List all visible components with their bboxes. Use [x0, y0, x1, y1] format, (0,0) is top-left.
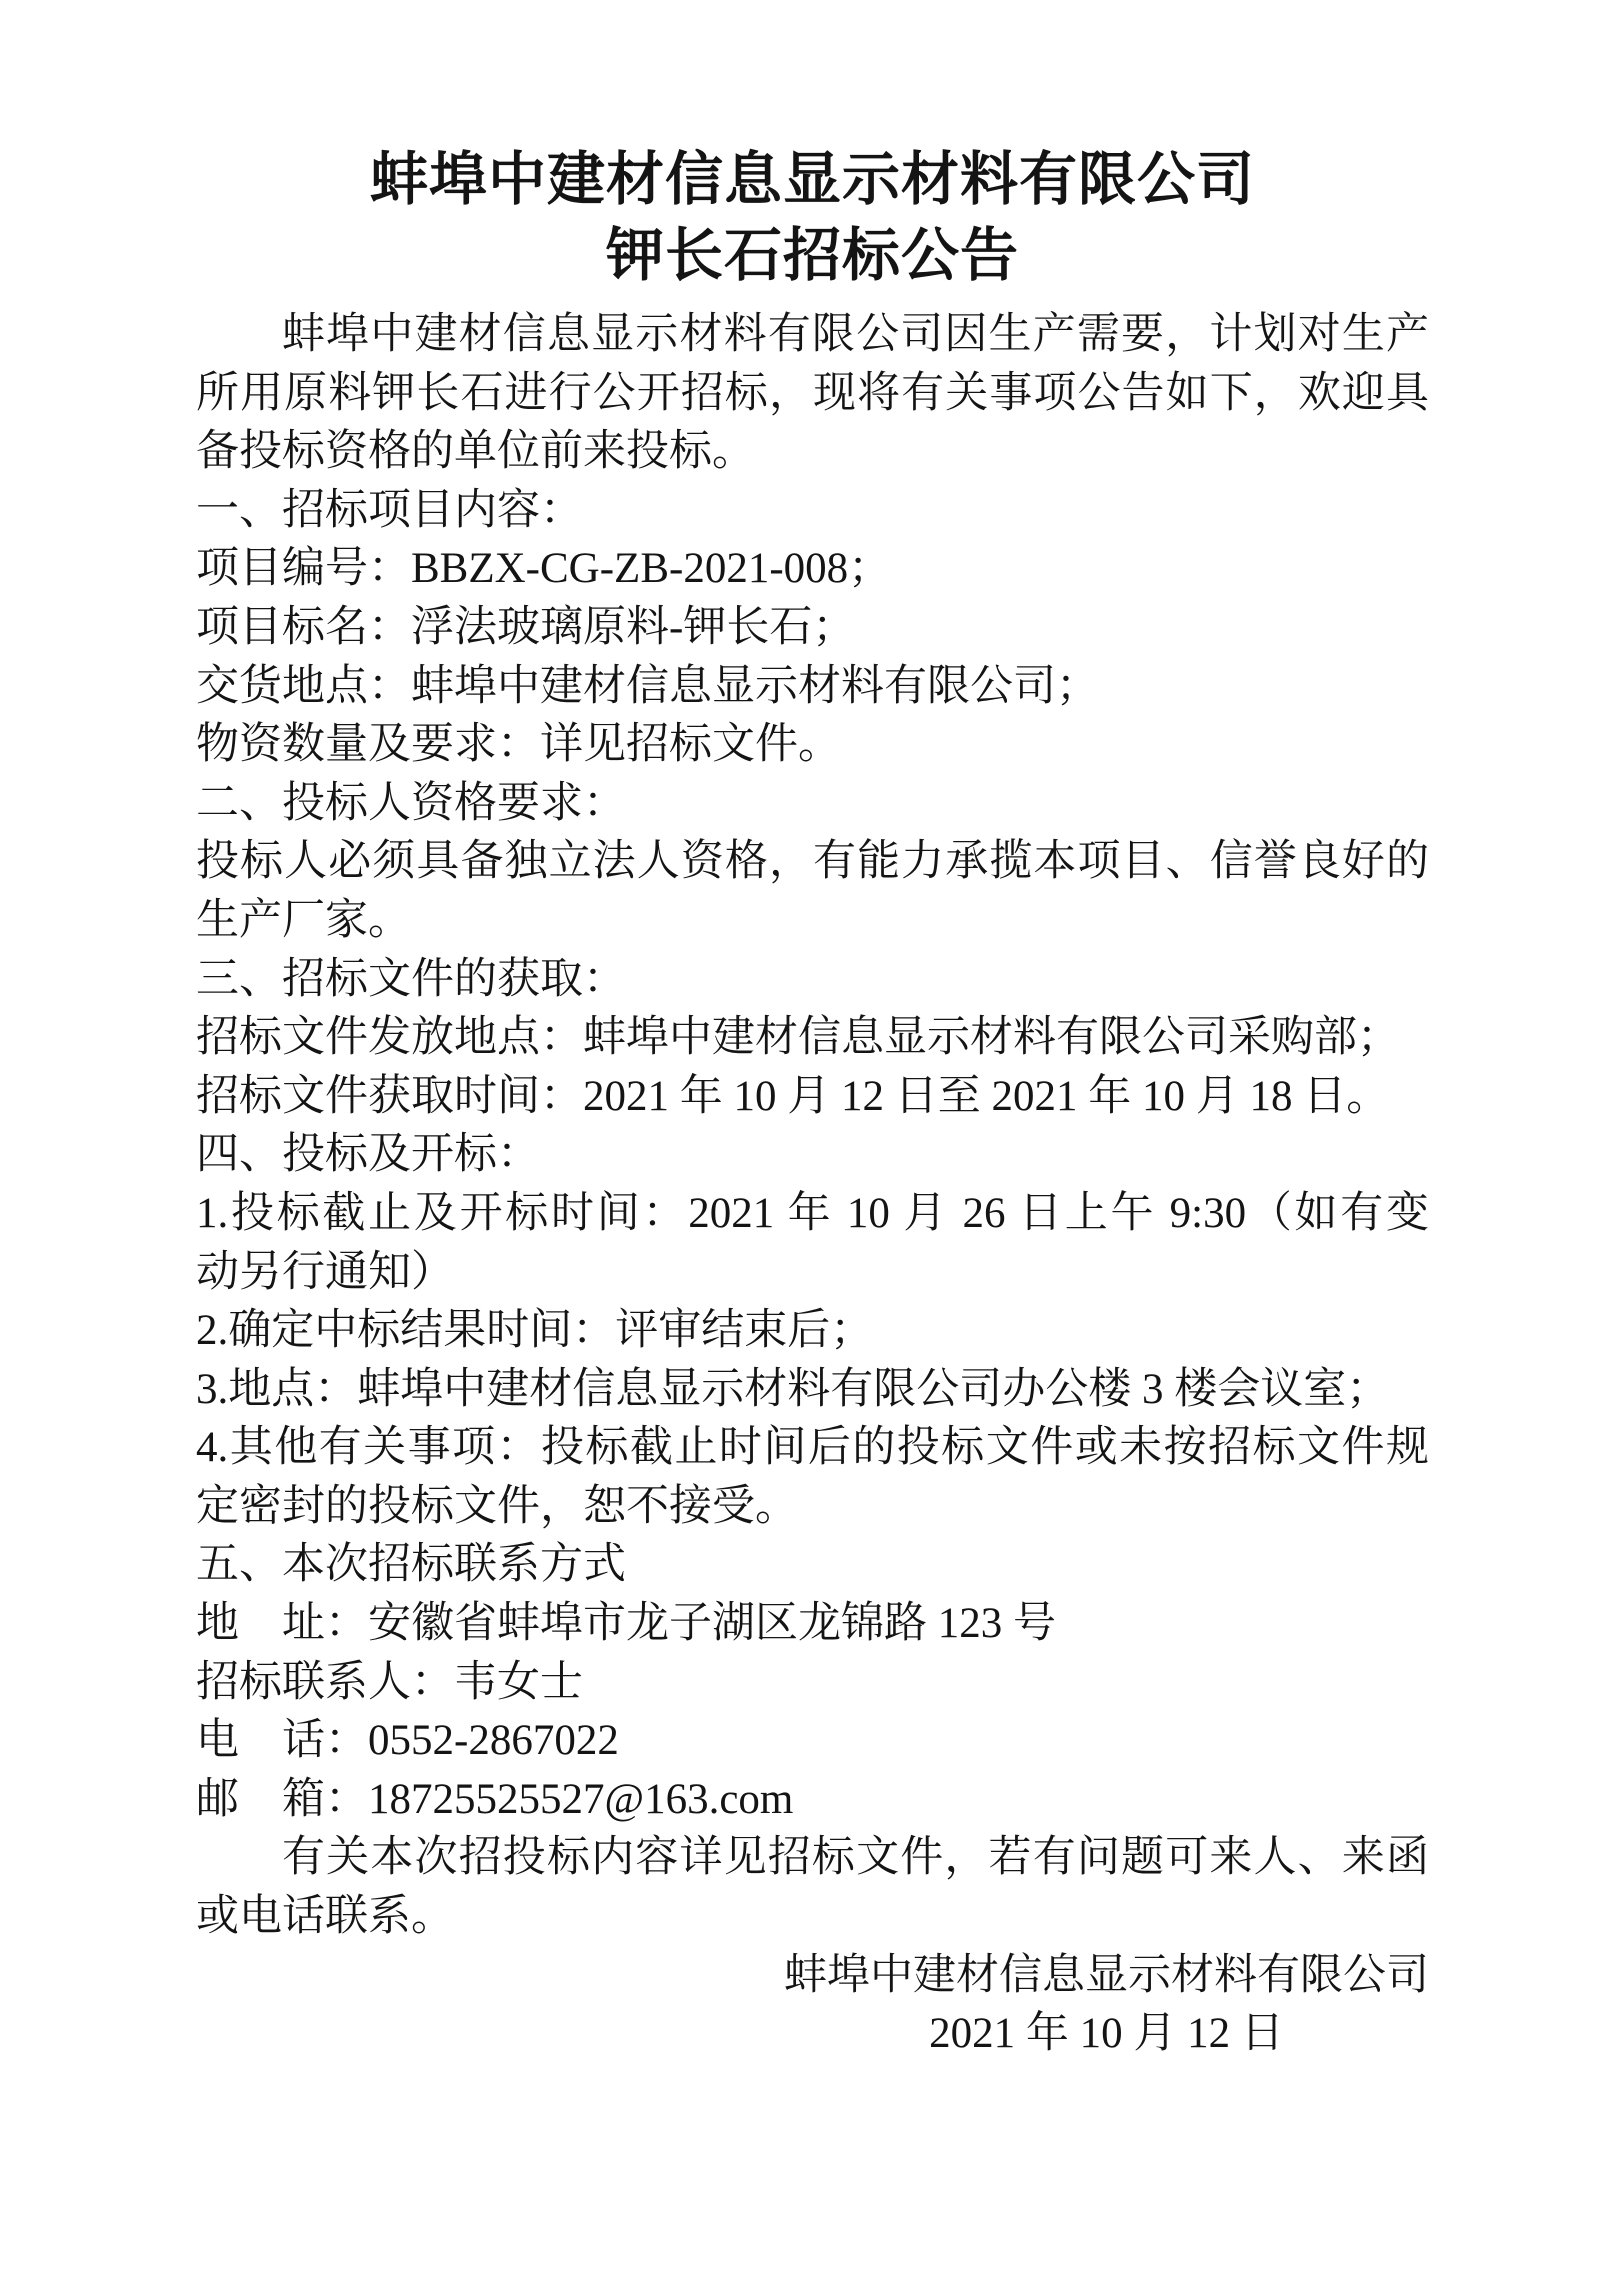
bidder-qualification-line: 生产厂家。	[196, 896, 411, 944]
signature-date: 2021 年 10 月 12 日	[929, 2010, 1284, 2058]
opening-location-line: 3.地点：蚌埠中建材信息显示材料有限公司办公楼 3 楼会议室；	[196, 1365, 1390, 1413]
bid-deadline-line: 1.投标截止及开标时间：2021 年 10 月 26 日上午 9:30（如有变	[196, 1189, 1429, 1237]
bid-deadline-line: 动另行通知）	[196, 1248, 454, 1296]
other-matters-line: 定密封的投标文件，恕不接受。	[196, 1482, 798, 1530]
section-3-heading: 三、招标文件的获取：	[196, 955, 626, 1003]
signature-block	[196, 1947, 1429, 2064]
document-body	[196, 306, 1429, 1947]
intro-paragraph-line: 蚌埠中建材信息显示材料有限公司因生产需要，计划对生产	[282, 311, 1429, 358]
closing-paragraph-line: 或电话联系。	[196, 1893, 454, 1941]
other-matters-line: 4.其他有关事项：投标截止时间后的投标文件或未按招标文件规	[196, 1424, 1429, 1472]
document-obtain-time-line: 招标文件获取时间：2021 年 10 月 12 日至 2021 年 10 月 18 日。	[196, 1072, 1390, 1120]
title-company-name: 蚌埠中建材信息显示材料有限公司	[369, 147, 1255, 212]
intro-paragraph-line: 备投标资格的单位前来投标。	[196, 428, 755, 476]
contact-address-line: 地 址：安徽省蚌埠市龙子湖区龙锦路 123 号	[196, 1600, 1056, 1648]
section-5-heading: 五、本次招标联系方式	[196, 1541, 626, 1589]
section-4-heading: 四、投标及开标：	[196, 1131, 540, 1179]
result-time-line: 2.确定中标结果时间：评审结束后；	[196, 1307, 874, 1355]
document-title	[196, 142, 1429, 294]
intro-paragraph-line: 所用原料钾长石进行公开招标，现将有关事项公告如下，欢迎具	[196, 369, 1429, 417]
section-1-heading: 一、招标项目内容：	[196, 486, 583, 534]
signature-inner	[784, 1947, 1429, 2064]
project-name-line: 项目标名：浮法玻璃原料-钾长石；	[196, 603, 856, 651]
contact-phone-line: 电 话：0552-2867022	[196, 1717, 619, 1765]
section-2-heading: 二、投标人资格要求：	[196, 779, 626, 827]
document-distribution-line: 招标文件发放地点：蚌埠中建材信息显示材料有限公司采购部；	[196, 1014, 1400, 1062]
closing-paragraph-line: 有关本次招投标内容详见招标文件，若有问题可来人、来函	[282, 1834, 1429, 1882]
contact-email-line: 邮 箱：18725525527@163.com	[196, 1775, 794, 1823]
title-announcement: 钾长石招标公告	[605, 223, 1019, 288]
bidder-qualification-line: 投标人必须具备独立法人资格，有能力承揽本项目、信誉良好的	[196, 838, 1429, 886]
quantity-requirements-line: 物资数量及要求：详见招标文件。	[196, 721, 841, 769]
project-number-line: 项目编号：BBZX-CG-ZB-2021-008；	[196, 545, 892, 593]
signature-company: 蚌埠中建材信息显示材料有限公司	[784, 1951, 1429, 1999]
delivery-location-line: 交货地点：蚌埠中建材信息显示材料有限公司；	[196, 662, 1099, 710]
contact-person-line: 招标联系人：韦女士	[196, 1658, 583, 1706]
